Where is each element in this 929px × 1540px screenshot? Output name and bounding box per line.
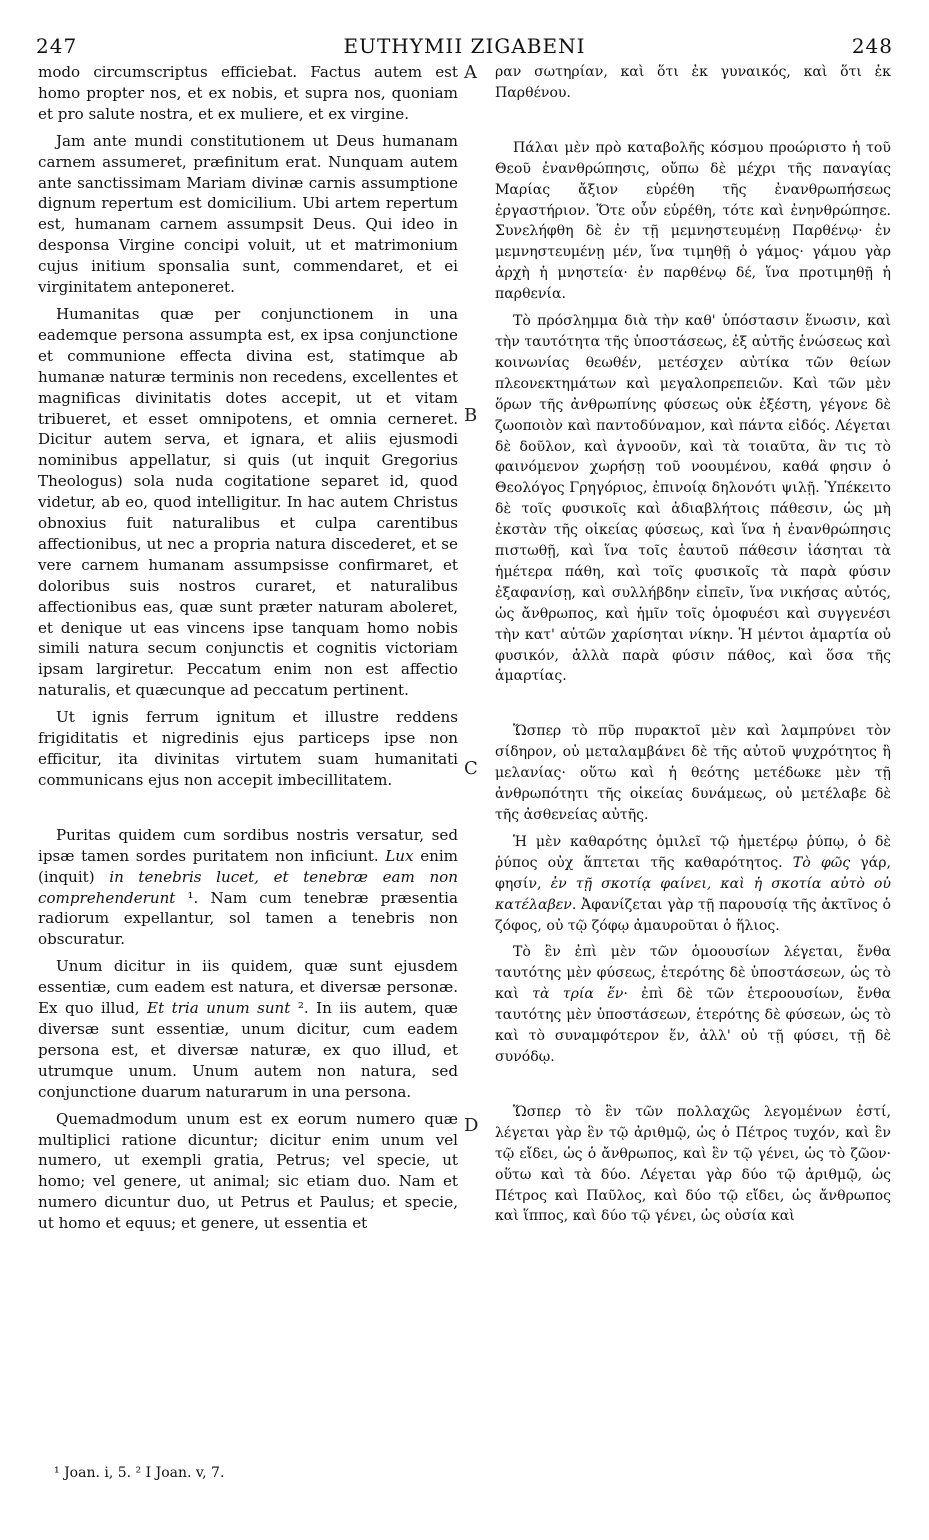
- greek-paragraph: Τὸ ἓν ἐπὶ μὲν τῶν ὁμοουσίων λέγεται, ἔνθα ταυτότης μὲν φύσεως, ἑτερότης δὲ ὑποστάσεων, ὡς τὸ καὶ τὰ τρία ἕν· ἐπὶ δὲ τῶν ἑτεροουσίων, ἔνθα ταυτότης μὲν ὑποστάσεων, ἑτερότης δὲ φύσεων, ὡς τὸ καὶ τὸ συναμφότερον ἕν, ἀλλ' οὐ τῇ φύσει, τῇ δὲ συνόδῳ.: [495, 944, 891, 1065]
- latin-paragraph: Jam ante mundi constitutionem ut Deus humanam carnem assumeret, præfinitum erat. Nunquam autem ante sanctissimam Mariam divinæ carnis assumptione dignum repertum est domicilium. Ubi artem repertum est, humanam carnem assumpsit Deus. Qui ideo in desponsa Virgine concipi voluit, ut et matrimonium cujus initium sponsalia sunt, commendaret, et ei virginitatem anteponeret.: [38, 131, 458, 297]
- latin-paragraph: Ut ignis ferrum ignitum et illustre reddens frigiditatis et nigredinis ejus particeps ipse non efficitur, ita divinitas virtutem suam humanitati communicans ejus non accepit imbecillitatem.: [38, 708, 458, 789]
- greek-paragraph: Ὥσπερ τὸ ἓν τῶν πολλαχῶς λεγομένων ἐστί, λέγεται γὰρ ἓν τῷ ἀριθμῷ, ὡς ὁ Πέτρος τυχόν, καὶ ἓν τῷ εἴδει, ὡς ὁ ἄνθρωπος, καὶ ἓν τῷ γένει, ὡς τὸ ζῶον· οὕτω καὶ τὰ δύο. Λέγεται γὰρ δύο τῷ ἀριθμῷ, ὡς Πέτρος καὶ Παῦλος, καὶ δύο τῷ εἴδει, ὡς ἄνθρωπος καὶ ἵππος, καὶ δύο τῷ γένει, ὡς οὐσία καὶ: [495, 1103, 891, 1225]
- greek-quote: ἐν τῇ σκοτίᾳ φαίνει, καὶ ἡ σκοτία αὐτὸ οὐ κατέλαβεν: [495, 875, 891, 913]
- latin-column: [38, 62, 458, 1234]
- latin-paragraph: Puritas quidem cum sordibus nostris versatur, sed ipsæ tamen sordes puritatem non inficiunt. Lux enim (inquit) in tenebris lucet, et tenebræ eam non comprehenderunt ¹. Nam cum tenebræ præsentia radiorum expellantur, sol tamen a tenebris non obscuratur.: [38, 825, 458, 949]
- margin-letter-c: C: [464, 758, 478, 779]
- greek-column: [495, 62, 891, 1227]
- greek-paragraph: ραν σωτηρίαν, καὶ ὅτι ἐκ γυναικός, καὶ ὅτι ἐκ Παρθένου.: [495, 64, 891, 101]
- latin-paragraph: Unum dicitur in iis quidem, quæ sunt ejusdem essentiæ, cum eadem est natura, et diversæ personæ. Ex quo illud, Et tria unum sunt ². In iis autem, quæ diversæ sunt essentiæ, unum dicitur, cum eadem persona est, et diversæ naturæ, ex quo illud, et utrumque unum. Unum autem non natura, sed conjunctione duarum naturarum in una persona.: [38, 957, 458, 1101]
- page-number-left: 247: [36, 34, 78, 58]
- latin-quote: in tenebris lucet, et tenebræ eam non comprehenderunt: [38, 867, 458, 907]
- running-header: [36, 34, 893, 60]
- latin-quote: Lux: [385, 846, 414, 865]
- latin-paragraph: modo circumscriptus efficiebat. Factus autem est homo propter nos, et ex nobis, et supra nos, quoniam et pro salute nostra, et ex muliere, et ex virgine.: [38, 63, 458, 123]
- running-title: EUTHYMII ZIGABENI: [343, 34, 586, 58]
- footnotes: ¹ Joan. i, 5. ² I Joan. v, 7.: [54, 1465, 225, 1481]
- margin-letter-b: B: [464, 405, 478, 426]
- margin-letter-a: A: [464, 62, 477, 83]
- margin-letter-d: D: [464, 1115, 479, 1136]
- page-number-right: 248: [851, 34, 893, 58]
- greek-quote: Τὸ φῶς: [792, 854, 851, 871]
- greek-quote: τὰ τρία ἕν: [532, 986, 624, 1003]
- greek-paragraph: Πάλαι μὲν πρὸ καταβολῆς κόσμου προώριστο ἡ τοῦ Θεοῦ ἐνανθρώπησις, οὔπω δὲ μέχρι τῆς παναγίας Μαρίας ἄξιον εὑρέθη τῆς ἐνανθρωπήσεως ἐργαστήριον. Ὅτε οὖν εὑρέθη, τότε καὶ ἐνηνθρώπησε. Συνελήφθη δὲ ἐν τῇ μεμνηστευμένῃ Παρθένῳ· ἐν μεμνηστευμένῃ μέν, ἵνα τιμηθῇ ὁ γάμος· γάμου γὰρ ἀρχὴ ἡ μνηστεία· ἐν παρθένῳ δέ, ἵνα προτιμηθῇ ἡ παρθενία.: [495, 139, 891, 303]
- latin-quote: Et tria unum sunt: [147, 999, 291, 1018]
- greek-paragraph: Τὸ πρόσλημμα διὰ τὴν καθ' ὑπόστασιν ἕνωσιν, καὶ τὴν ταυτότητα τῆς ὑποστάσεως, ἐξ αὐτῆς ἑνώσεως καὶ κοινωνίας θεωθέν, μετέσχεν αὐτίκα τῶν θείων πλεονεκτημάτων καὶ μεγαλοπρεπειῶν. Καὶ τῶν μὲν ὅρων τῆς ἀνθρωπίνης φύσεως οὐκ ἐξέστη, γέγονε δὲ ζωοποιὸν καὶ παντοδύναμον, καὶ πάντα εἰδός. Λέγεται δὲ δοῦλον, καὶ ἀγνοοῦν, καὶ τὰ τοιαῦτα, ἂν τις τὸ φαινόμενον χωρήσῃ τοῦ νοουμένου, καθά φησιν ὁ Θεολόγος Γρηγόριος, ἐπινοίᾳ δηλονότι ψιλῇ. Ὑπέκειτο δὲ τοῖς φυσικοῖς καὶ ἀδιαβλήτοις πάθεσιν, ὡς μὴ ἐκστὰν τῆς οἰκείας φύσεως, καὶ ἵνα ἡ ἐνανθρώπησις πιστωθῇ, καὶ ἵνα τοῖς ἑαυτοῦ πάθεσιν ἰάσηται τὰ ἡμέτερα πάθη, καὶ τοῖς φυσικοῖς τὰ παρὰ φύσιν ἐξαφανίσῃ, καὶ συλλήβδην εἰπεῖν, ἵνα νικήσας αὐτός, ὡς ἄνθρωπος, καὶ ἡμῖν τοῖς ὁμοφυέσι καὶ συγγενέσι τὴν κατ' αὐτῶν χαρίσηται νίκην. Ἡ μέντοι ἁμαρτία οὐ φυσικόν, ἀλλὰ παρὰ φύσιν πάθος, καὶ ὅσα τῆς ἁμαρτίας.: [495, 313, 891, 685]
- greek-paragraph: Ἡ μὲν καθαρότης ὁμιλεῖ τῷ ἡμετέρῳ ῥύπῳ, ὁ δὲ ῥύπος οὐχ ἅπτεται τῆς καθαρότητος. Τὸ φῶς γάρ, φησίν, ἐν τῇ σκοτίᾳ φαίνει, καὶ ἡ σκοτία αὐτὸ οὐ κατέλαβεν. Ἀφανίζεται γὰρ τῇ παρουσίᾳ τῆς ἀκτῖνος ὁ ζόφος, οὐ τῷ ζόφῳ ἀμαυροῦται ὁ ἥλιος.: [495, 833, 891, 934]
- greek-paragraph: Ὥσπερ τὸ πῦρ πυρακτοῖ μὲν καὶ λαμπρύνει τὸν σίδηρον, οὐ μεταλαμβάνει δὲ τῆς αὐτοῦ ψυχρότητος ἢ μελανίας· οὕτω καὶ ἡ θεότης μετέδωκε μὲν τῇ ἀνθρωπότητι τῆς οἰκείας δυνάμεως, οὐ μετέλαβε δὲ τῆς ἀσθενείας αὐτῆς.: [495, 723, 891, 823]
- latin-paragraph: Quemadmodum unum est ex eorum numero quæ multiplici ratione dicuntur; dicitur enim unum vel numero, ut exempli gratia, Petrus; vel specie, ut homo; vel genere, ut animal; sic etiam duo. Nam et numero dicuntur duo, ut Petrus et Paulus; et specie, ut homo et equus; et genere, ut essentia et: [38, 1109, 458, 1233]
- latin-paragraph: Humanitas quæ per conjunctionem in una eademque persona assumpta est, ex ipsa conjunctione et communione effecta divina est, statimque ab humanæ naturæ terminis non recedens, excellentes et magnificas divinitatis dotes accepit, ut et vitam tribueret, et esset omnipotens, et omnia cerneret. Dicitur autem serva, et ignara, et aliis ejusmodi nominibus appellatur, si quis (ut inquit Gregorius Theologus) sola nuda cogitatione separet id, quod videtur, ab eo, quod intelligitur. In hac autem Christus obnoxius fuit naturalibus et culpa carentibus affectionibus, ut nec a propria natura discederet, et se vere carnem humanam assumpsisse confirmaret, et doloribus suis nostros curaret, et naturalibus affectionibus eas, quæ sunt præter naturam aboleret, et denique ut eas vincens ipse tanquam homo nobis simili natura secum conjunctis et cognitis victoriam ipsam largiretur. Peccatum enim non est affectio naturalis, et quæcunque ad peccatum pertinent.: [38, 304, 458, 700]
